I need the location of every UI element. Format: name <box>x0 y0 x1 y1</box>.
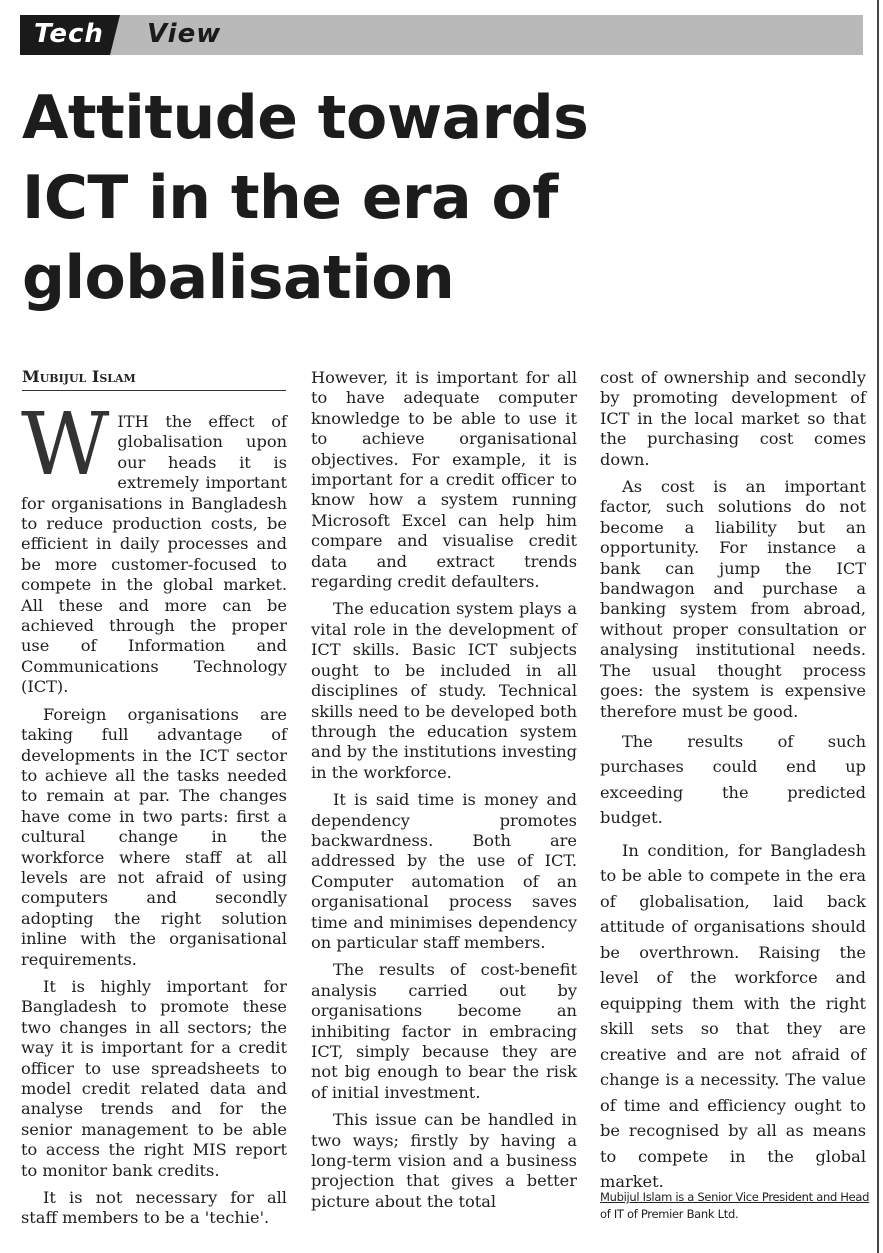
author-note-line-2: of IT of Premier Bank Ltd. <box>600 1207 739 1221</box>
byline: Mubijul Islam <box>22 367 286 391</box>
paragraph <box>21 395 287 698</box>
section-header-tech: Tech <box>34 19 104 49</box>
paragraph: It is said time is money and dependency promotes backwardness. Both are addressed by the use of ICT. Computer automation of an organisational process saves time and minimises dependency on particular staff members. <box>311 790 577 952</box>
paragraph: Foreign organisations are taking full advantage of developments in the ICT sector to achieve all the tasks needed to remain at par. The changes have come in two parts: first a cultural change in the workforce where staff at all levels are not afraid of using computers and secondly adopting the right solution inline with the organisational requirements. <box>21 704 287 969</box>
author-note-line-1: Mubijul Islam is a Senior Vice President and Head <box>600 1190 870 1204</box>
drop-cap: W <box>21 395 110 495</box>
headline-line-3: globalisation <box>22 243 455 313</box>
article-column-1 <box>21 395 287 1236</box>
section-header-view: View <box>147 19 222 49</box>
headline-line-2: ICT in the era of <box>22 163 558 233</box>
author-note <box>600 1189 870 1223</box>
paragraph: The results of cost-benefit analysis carried out by organisations become an inhibiting factor in embracing ICT, simply because they are not big enough to bear the risk of initial investment. <box>311 960 577 1102</box>
paragraph: The results of such purchases could end up exceeding the predicted budget. <box>600 731 866 828</box>
lead-text: ITH the effect of globalisation upon our heads it is extremely important for organisations in Bangladesh to reduce production costs, be efficient in daily processes and be more customer-focused to compete in the global market. All these and more can be achieved through the proper use of Information and Communications Technology (ICT). <box>21 412 287 697</box>
page-edge-rule <box>877 0 879 1253</box>
headline-line-1: Attitude towards <box>22 83 589 153</box>
paragraph: The education system plays a vital role in the development of ICT skills. Basic ICT subjects ought to be included in all disciplines of study. Technical skills need to be developed both through the education system and by the institutions investing in the workforce. <box>311 599 577 782</box>
paragraph: It is not necessary for all staff members to be a 'techie'. <box>21 1188 287 1228</box>
paragraph: cost of ownership and secondly by promoting development of ICT in the local market so that the purchasing cost comes down. <box>600 368 866 469</box>
article-column-3 <box>600 368 866 1202</box>
paragraph: This issue can be handled in two ways; firstly by having a long-term vision and a business projection that gives a better picture about the total <box>311 1110 577 1211</box>
section-header <box>20 15 863 55</box>
paragraph: In condition, for Bangladesh to be able to compete in the era of globalisation, laid back attitude of organisations should be overthrown. Raising the level of the workforce and equipping them with the right skill sets so that they are creative and are not afraid of change is a necessity. The value of time and efficiency ought to be recognised by all as means to compete in the global market. <box>600 840 866 1192</box>
headline <box>22 78 722 318</box>
paragraph: However, it is important for all to have adequate computer knowledge to be able to use it to achieve organisational objectives. For example, it is important for a credit officer to know how a system running Microsoft Excel can help him compare and visualise credit data and extract trends regarding credit defaulters. <box>311 368 577 592</box>
paragraph: It is highly important for Bangladesh to promote these two changes in all sectors; the way it is important for a credit officer to use spreadsheets to model credit related data and analyse trends and for the senior management to be able to access the right MIS report to monitor bank credits. <box>21 976 287 1180</box>
paragraph: As cost is an important factor, such solutions do not become a liability but an opportunity. For instance a bank can jump the ICT bandwagon and purchase a banking system from abroad, without proper consultation or analysing institutional needs. The usual thought process goes: the system is expensive therefore must be good. <box>600 477 866 721</box>
article-column-2 <box>311 368 577 1219</box>
